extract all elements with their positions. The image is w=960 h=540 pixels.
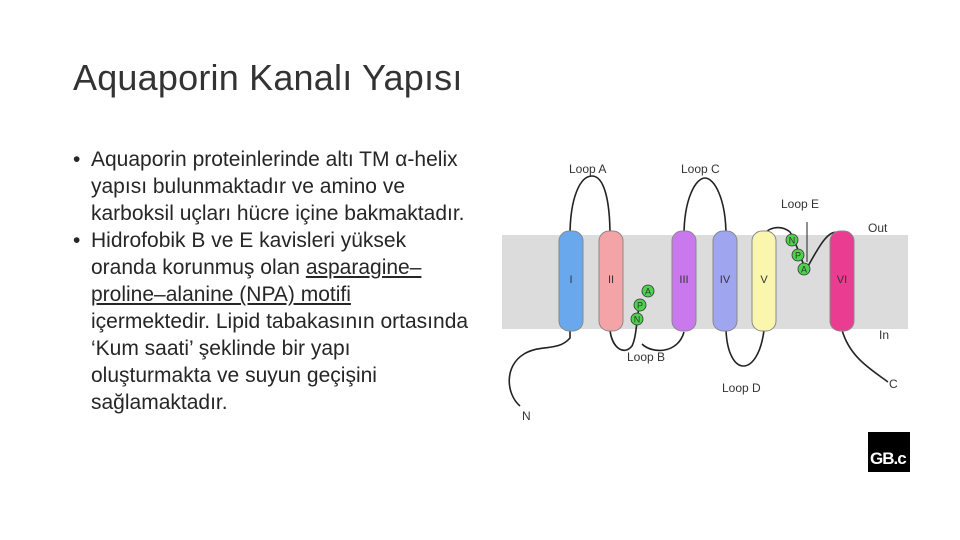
bullet-item (73, 146, 473, 227)
helix (672, 231, 696, 331)
logo-text: GB.c (870, 449, 906, 468)
helix-label: III (679, 274, 689, 286)
helix-label: IV (719, 274, 731, 286)
loop-e-label: Loop E (781, 197, 820, 211)
bullet-text: Hidrofobik B ve E kavisleri yüksek oranda korunmuş olan (91, 229, 407, 279)
helix (830, 231, 854, 331)
helix-label: V (760, 274, 768, 286)
helix (713, 231, 737, 331)
aquaporin-topology-diagram (500, 158, 910, 430)
npa-motif-link[interactable]: asparagine–proline–alanine (NPA) motifi (91, 256, 422, 306)
out-label: Out (868, 221, 888, 235)
residue-label: N (788, 235, 796, 246)
npa-residue (792, 249, 804, 261)
bullet-text: Aquaporin proteinlerinde altı TM α-helix yapısı bulunmaktadır ve amino ve karboksil uçları hücre içine bakmaktadır. (91, 148, 465, 225)
c-terminus-label: C (889, 377, 898, 391)
residue-label: P (794, 250, 802, 261)
helix (752, 231, 776, 331)
helix-label: I (569, 274, 573, 286)
in-label: In (879, 328, 890, 342)
n-terminus-label: N (522, 409, 531, 423)
helix (559, 231, 583, 331)
loop-d-label: Loop D (722, 381, 761, 395)
residue-label: P (636, 300, 644, 311)
loop-a-label: Loop A (569, 162, 607, 176)
helix-label: VI (836, 274, 848, 286)
bullet-text: içermektedir. Lipid tabakasının ortasında ‘Kum saati’ şeklinde bir yapı oluşturmakta ve suyun geçişini sağlamaktadır. (91, 310, 469, 414)
helix (599, 231, 623, 331)
residue-label: A (644, 286, 652, 297)
npa-residue (642, 285, 654, 297)
helix-label: II (607, 274, 615, 286)
npa-residue (798, 263, 810, 275)
loop-b-label: Loop B (627, 350, 666, 364)
bullet-item (73, 227, 473, 416)
npa-residue (786, 234, 798, 246)
slide-title: Aquaporin Kanalı Yapısı (73, 57, 463, 98)
gb-logo (868, 432, 910, 472)
residue-label: A (800, 264, 808, 275)
bullet-list (73, 146, 473, 416)
residue-label: N (633, 314, 641, 325)
npa-residue (634, 299, 646, 311)
npa-residue (631, 313, 643, 325)
loop-c-label: Loop C (681, 162, 720, 176)
